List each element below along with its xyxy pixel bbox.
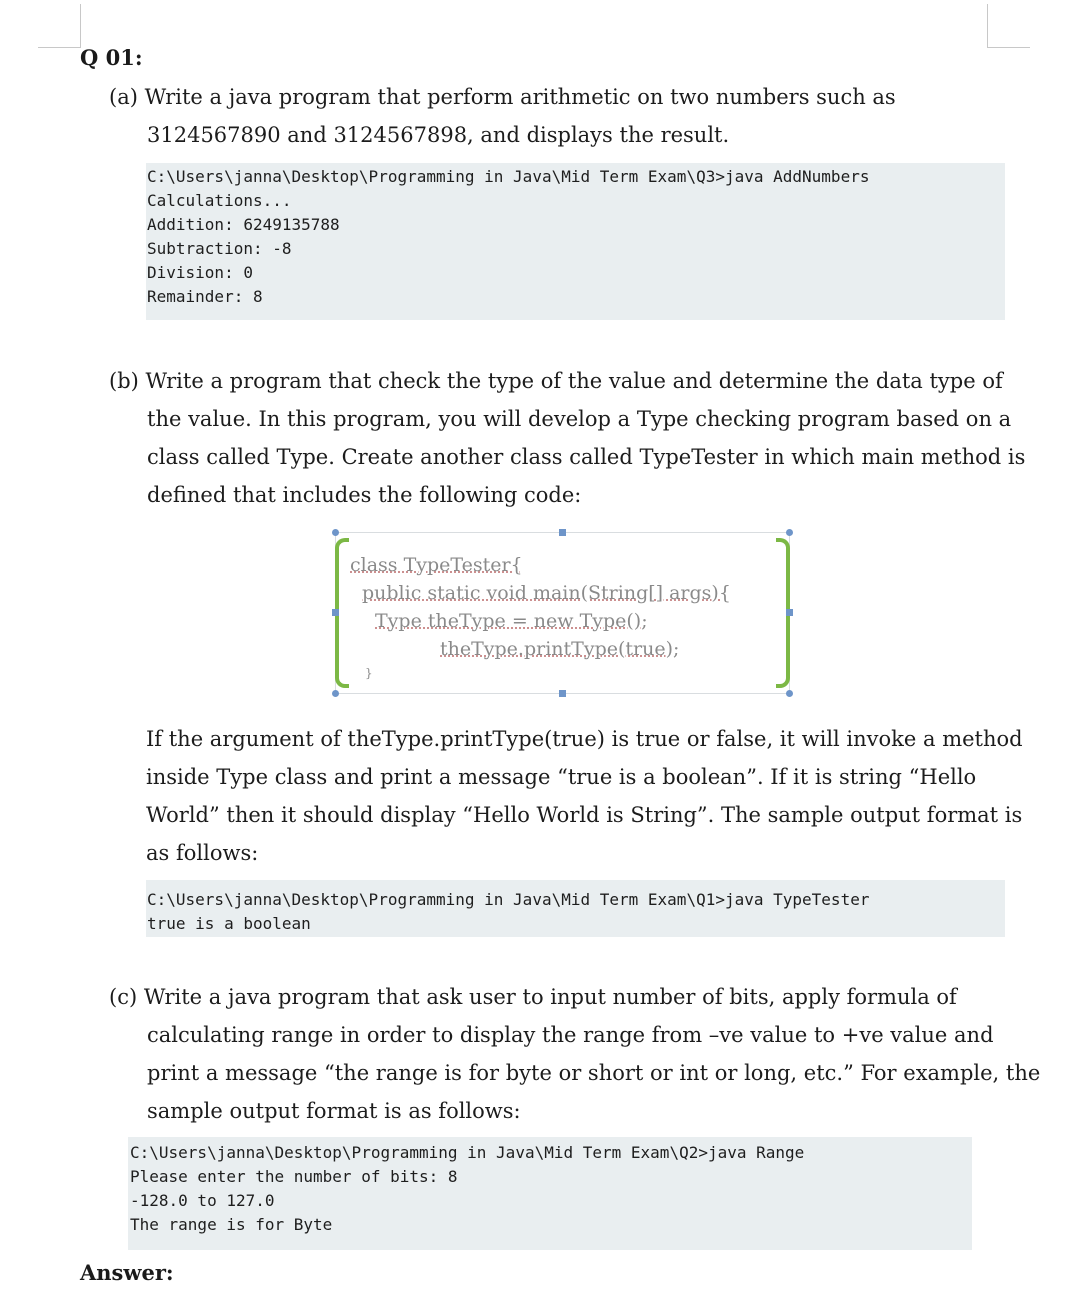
part-a-console-output [146, 163, 1005, 320]
code-line: } [365, 666, 373, 680]
part-b-explanation-line: inside Type class and print a message “true is a boolean”. If it is string “Hello [146, 765, 977, 789]
part-c-line: (c) Write a java program that ask user to input number of bits, apply formula of [109, 985, 957, 1009]
code-line: Type theType = new Type(); [375, 610, 648, 632]
answer-label: Answer: [80, 1260, 174, 1285]
resize-handle-icon[interactable] [786, 690, 793, 697]
code-line: class TypeTester{ [350, 554, 523, 576]
console-line: C:\Users\janna\Desktop\Programming in Java\Mid Term Exam\Q3>java AddNumbers [147, 167, 870, 186]
part-b-explanation-line: World” then it should display “Hello World is String”. The sample output format is [146, 803, 1023, 827]
part-b-line: class called Type. Create another class called TypeTester in which main method is [147, 445, 1026, 469]
resize-handle-icon[interactable] [559, 529, 566, 536]
part-b-prompt [109, 362, 1025, 514]
console-line: The range is for Byte [130, 1215, 333, 1234]
resize-handle-icon[interactable] [559, 690, 566, 697]
page-corner-mark-top-right [987, 4, 1030, 48]
part-b-console-output [146, 880, 1005, 937]
part-b-line: defined that includes the following code: [147, 483, 582, 507]
part-b-line: (b) Write a program that check the type of the value and determine the data type of [109, 369, 1003, 393]
console-line: -128.0 to 127.0 [130, 1191, 275, 1210]
console-line: Division: 0 [147, 263, 253, 282]
resize-handle-icon[interactable] [786, 609, 793, 616]
console-line: Remainder: 8 [147, 287, 263, 306]
part-c-console-output [128, 1137, 972, 1250]
part-c-line: calculating range in order to display the range from –ve value to +ve value and [147, 1023, 994, 1047]
page-corner-mark-top-left [38, 4, 81, 48]
part-c-prompt [109, 978, 1040, 1130]
resize-handle-icon[interactable] [786, 529, 793, 536]
part-c-line: sample output format is as follows: [147, 1099, 521, 1123]
part-a-line: 3124567890 and 3124567898, and displays the result. [147, 123, 730, 147]
code-line: theType.printType(true); [440, 638, 680, 660]
part-b-line: the value. In this program, you will develop a Type checking program based on a [147, 407, 1012, 431]
console-line: C:\Users\janna\Desktop\Programming in Java\Mid Term Exam\Q2>java Range [130, 1143, 805, 1162]
console-line: C:\Users\janna\Desktop\Programming in Java\Mid Term Exam\Q1>java TypeTester [147, 890, 870, 909]
code-snippet-image [335, 532, 790, 694]
part-b-explanation [146, 720, 1023, 872]
console-line: Addition: 6249135788 [147, 215, 340, 234]
part-b-explanation-line: as follows: [146, 841, 259, 865]
resize-handle-icon[interactable] [332, 609, 339, 616]
console-line: Calculations... [147, 191, 292, 210]
part-a-line: (a) Write a java program that perform arithmetic on two numbers such as [109, 85, 896, 109]
resize-handle-icon[interactable] [332, 690, 339, 697]
code-line: public static void main(String[] args){ [362, 582, 731, 604]
console-line: true is a boolean [147, 914, 311, 933]
part-a-prompt [109, 78, 896, 154]
resize-handle-icon[interactable] [332, 529, 339, 536]
question-title: Q 01: [80, 45, 143, 70]
console-line: Please enter the number of bits: 8 [130, 1167, 458, 1186]
part-b-explanation-line: If the argument of theType.printType(true) is true or false, it will invoke a method [146, 727, 1023, 751]
console-line: Subtraction: -8 [147, 239, 292, 258]
part-c-line: print a message “the range is for byte or short or int or long, etc.” For example, the [147, 1061, 1041, 1085]
